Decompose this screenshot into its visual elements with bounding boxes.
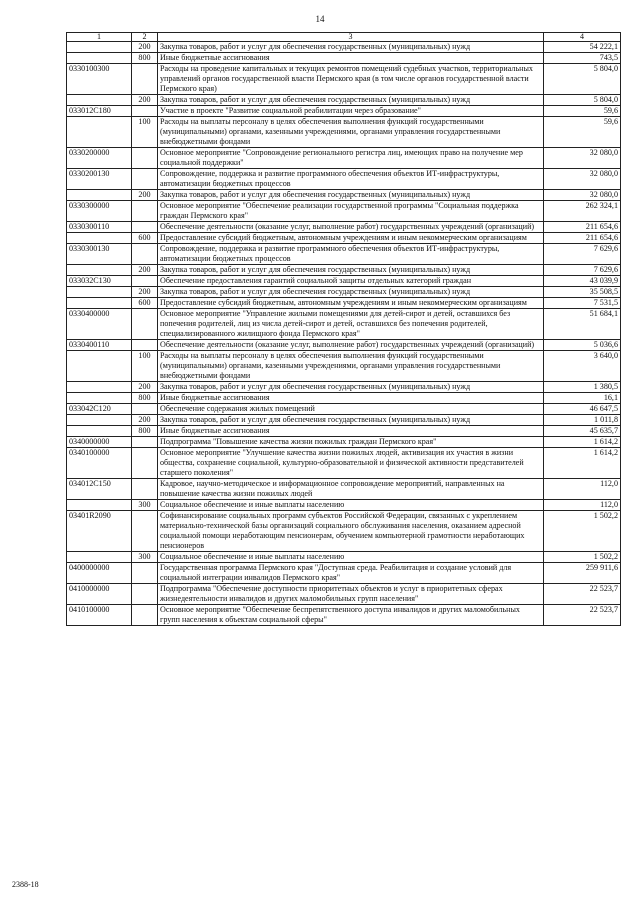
expense-type-cell — [132, 404, 158, 415]
table-row — [67, 584, 621, 605]
expense-type-cell — [132, 605, 158, 626]
code-cell: 0410100000 — [67, 605, 132, 626]
header-col-2: 2 — [132, 33, 158, 42]
code-cell: 0330400000 — [67, 309, 132, 340]
expense-type-cell: 800 — [132, 426, 158, 437]
expense-type-cell — [132, 340, 158, 351]
amount-cell: 1 380,5 — [544, 382, 621, 393]
name-cell: Иные бюджетные ассигнования — [158, 393, 544, 404]
expense-type-cell: 300 — [132, 500, 158, 511]
amount-cell: 51 684,1 — [544, 309, 621, 340]
name-cell: Предоставление субсидий бюджетным, автономным учреждениям и иным некоммерческим организациям — [158, 298, 544, 309]
code-cell: 0330300000 — [67, 201, 132, 222]
expense-type-cell — [132, 448, 158, 479]
table-header — [67, 33, 621, 42]
amount-cell: 7 531,5 — [544, 298, 621, 309]
name-cell: Основное мероприятие "Обеспечение беспрепятственного доступа инвалидов и других маломобильных групп населения к объектам социальной сферы" — [158, 605, 544, 626]
amount-cell: 59,6 — [544, 106, 621, 117]
table-row — [67, 351, 621, 382]
code-cell — [67, 190, 132, 201]
name-cell: Основное мероприятие "Обеспечение реализации государственной программы "Социальная поддержка граждан Пермского края" — [158, 201, 544, 222]
name-cell: Иные бюджетные ассигнования — [158, 426, 544, 437]
code-cell — [67, 117, 132, 148]
header-row — [67, 33, 621, 42]
amount-cell: 1 502,2 — [544, 511, 621, 552]
expense-type-cell — [132, 563, 158, 584]
table-row — [67, 393, 621, 404]
expense-type-cell: 200 — [132, 287, 158, 298]
header-col-1: 1 — [67, 33, 132, 42]
amount-cell: 54 222,1 — [544, 42, 621, 53]
expense-type-cell — [132, 148, 158, 169]
code-cell — [67, 42, 132, 53]
header-col-3: 3 — [158, 33, 544, 42]
name-cell: Закупка товаров, работ и услуг для обеспечения государственных (муниципальных) нужд — [158, 42, 544, 53]
amount-cell: 32 080,0 — [544, 169, 621, 190]
amount-cell: 16,1 — [544, 393, 621, 404]
expense-type-cell — [132, 244, 158, 265]
name-cell: Подпрограмма "Обеспечение доступности приоритетных объектов и услуг в приоритетных сферах жизнедеятельности инвалидов и других маломобильных групп населения" — [158, 584, 544, 605]
code-cell — [67, 287, 132, 298]
amount-cell: 5 804,0 — [544, 95, 621, 106]
expense-type-cell: 200 — [132, 382, 158, 393]
table-row — [67, 201, 621, 222]
name-cell: Участие в проекте "Развитие социальной реабилитации через образование" — [158, 106, 544, 117]
amount-cell: 7 629,6 — [544, 265, 621, 276]
name-cell: Расходы на выплаты персоналу в целях обеспечения выполнения функций государственными (муниципальными) органами, казенными учреждениями, органами управления государственными внебюджетными фондами — [158, 117, 544, 148]
table-row — [67, 233, 621, 244]
table-row — [67, 426, 621, 437]
code-cell: 0330200000 — [67, 148, 132, 169]
expense-type-cell — [132, 106, 158, 117]
expense-type-cell: 200 — [132, 415, 158, 426]
amount-cell: 211 654,6 — [544, 233, 621, 244]
code-cell — [67, 53, 132, 64]
name-cell: Закупка товаров, работ и услуг для обеспечения государственных (муниципальных) нужд — [158, 265, 544, 276]
expense-type-cell — [132, 64, 158, 95]
code-cell: 0340000000 — [67, 437, 132, 448]
table-row — [67, 276, 621, 287]
expense-type-cell: 600 — [132, 233, 158, 244]
code-cell — [67, 500, 132, 511]
table-row — [67, 244, 621, 265]
table-row — [67, 190, 621, 201]
amount-cell: 32 080,0 — [544, 148, 621, 169]
expense-type-cell — [132, 309, 158, 340]
expense-type-cell: 300 — [132, 552, 158, 563]
table-row — [67, 415, 621, 426]
expense-type-cell: 200 — [132, 95, 158, 106]
amount-cell: 259 911,6 — [544, 563, 621, 584]
table-row — [67, 95, 621, 106]
code-cell: 0330300130 — [67, 244, 132, 265]
amount-cell: 45 635,7 — [544, 426, 621, 437]
budget-table — [66, 32, 621, 626]
table-row — [67, 448, 621, 479]
amount-cell: 59,6 — [544, 117, 621, 148]
table-row — [67, 106, 621, 117]
name-cell: Государственная программа Пермского края "Доступная среда. Реабилитация и создание условий для социальной интеграции инвалидов Пермского края" — [158, 563, 544, 584]
name-cell: Софинансирование социальных программ субъектов Российской Федерации, связанных с укреплением материально-технической базы организаций социального обслуживания населения, оказанием адресной социальной помощи неработающим пенсионерам, обучением компьютерной грамотности неработающих пенсионеров — [158, 511, 544, 552]
table-row — [67, 265, 621, 276]
table-row — [67, 552, 621, 563]
amount-cell: 5 804,0 — [544, 64, 621, 95]
name-cell: Иные бюджетные ассигнования — [158, 53, 544, 64]
name-cell: Предоставление субсидий бюджетным, автономным учреждениям и иным некоммерческим организациям — [158, 233, 544, 244]
name-cell: Основное мероприятие "Управление жилыми помещениями для детей-сирот и детей, оставшихся без попечения родителей, лиц из числа детей-сирот и детей, оставшихся без попечения родителей, специализированного жилищного фонда Пермского края" — [158, 309, 544, 340]
amount-cell: 22 523,7 — [544, 584, 621, 605]
code-cell: 03401R2090 — [67, 511, 132, 552]
table-row — [67, 287, 621, 298]
amount-cell: 3 640,0 — [544, 351, 621, 382]
expense-type-cell — [132, 584, 158, 605]
name-cell: Кадровое, научно-методическое и информационное сопровождение мероприятий, направленных на повышение качества жизни пожилых людей — [158, 479, 544, 500]
code-cell: 034012С150 — [67, 479, 132, 500]
expense-type-cell: 600 — [132, 298, 158, 309]
header-col-4: 4 — [544, 33, 621, 42]
code-cell: 0340100000 — [67, 448, 132, 479]
name-cell: Сопровождение, поддержка и развитие программного обеспечения объектов ИТ-инфраструктуры, автоматизации бюджетных процессов — [158, 244, 544, 265]
expense-type-cell: 100 — [132, 351, 158, 382]
table-row — [67, 382, 621, 393]
table-row — [67, 222, 621, 233]
table-row — [67, 437, 621, 448]
table-body — [67, 42, 621, 626]
amount-cell: 211 654,6 — [544, 222, 621, 233]
name-cell: Закупка товаров, работ и услуг для обеспечения государственных (муниципальных) нужд — [158, 287, 544, 298]
amount-cell: 35 508,5 — [544, 287, 621, 298]
amount-cell: 43 039,9 — [544, 276, 621, 287]
table-row — [67, 53, 621, 64]
name-cell: Сопровождение, поддержка и развитие программного обеспечения объектов ИТ-инфраструктуры, автоматизации бюджетных процессов — [158, 169, 544, 190]
name-cell: Расходы на проведение капитальных и текущих ремонтов помещений судебных участков, территориальных управлений органов государственной власти Пермского края (в том числе органов государственной власти Пермского края) — [158, 64, 544, 95]
table-row — [67, 169, 621, 190]
table-row — [67, 64, 621, 95]
table-row — [67, 605, 621, 626]
code-cell — [67, 351, 132, 382]
expense-type-cell: 200 — [132, 265, 158, 276]
table-row — [67, 500, 621, 511]
name-cell: Закупка товаров, работ и услуг для обеспечения государственных (муниципальных) нужд — [158, 382, 544, 393]
amount-cell: 262 324,1 — [544, 201, 621, 222]
amount-cell: 7 629,6 — [544, 244, 621, 265]
expense-type-cell — [132, 201, 158, 222]
code-cell: 0410000000 — [67, 584, 132, 605]
expense-type-cell — [132, 511, 158, 552]
code-cell — [67, 382, 132, 393]
amount-cell: 743,5 — [544, 53, 621, 64]
expense-type-cell — [132, 479, 158, 500]
expense-type-cell — [132, 276, 158, 287]
code-cell — [67, 233, 132, 244]
amount-cell: 22 523,7 — [544, 605, 621, 626]
table-row — [67, 42, 621, 53]
name-cell: Обеспечение деятельности (оказание услуг, выполнение работ) государственных учреждений (организаций) — [158, 222, 544, 233]
name-cell: Подпрограмма "Повышение качества жизни пожилых граждан Пермского края" — [158, 437, 544, 448]
expense-type-cell: 100 — [132, 117, 158, 148]
name-cell: Обеспечение деятельности (оказание услуг, выполнение работ) государственных учреждений (организаций) — [158, 340, 544, 351]
amount-cell: 112,0 — [544, 479, 621, 500]
expense-type-cell: 800 — [132, 393, 158, 404]
name-cell: Расходы на выплаты персоналу в целях обеспечения выполнения функций государственными (муниципальными) органами, казенными учреждениями, органами управления государственными внебюджетными фондами — [158, 351, 544, 382]
amount-cell: 1 011,8 — [544, 415, 621, 426]
code-cell — [67, 552, 132, 563]
code-cell — [67, 426, 132, 437]
amount-cell: 112,0 — [544, 500, 621, 511]
code-cell — [67, 95, 132, 106]
code-cell — [67, 298, 132, 309]
name-cell: Обеспечение содержания жилых помещений — [158, 404, 544, 415]
code-cell: 033012С180 — [67, 106, 132, 117]
code-cell — [67, 415, 132, 426]
expense-type-cell: 200 — [132, 190, 158, 201]
table-row — [67, 148, 621, 169]
table-row — [67, 563, 621, 584]
code-cell: 0330300110 — [67, 222, 132, 233]
name-cell: Закупка товаров, работ и услуг для обеспечения государственных (муниципальных) нужд — [158, 190, 544, 201]
expense-type-cell — [132, 222, 158, 233]
code-cell: 033032С130 — [67, 276, 132, 287]
code-cell: 0330100300 — [67, 64, 132, 95]
name-cell: Закупка товаров, работ и услуг для обеспечения государственных (муниципальных) нужд — [158, 415, 544, 426]
code-cell: 033042С120 — [67, 404, 132, 415]
code-cell: 0330400110 — [67, 340, 132, 351]
table-row — [67, 309, 621, 340]
page-number: 14 — [315, 14, 325, 24]
name-cell: Социальное обеспечение и иные выплаты населению — [158, 500, 544, 511]
table-row — [67, 479, 621, 500]
expense-type-cell — [132, 169, 158, 190]
code-cell — [67, 393, 132, 404]
table-row — [67, 117, 621, 148]
amount-cell: 46 647,5 — [544, 404, 621, 415]
amount-cell: 32 080,0 — [544, 190, 621, 201]
code-cell — [67, 265, 132, 276]
amount-cell: 1 614,2 — [544, 437, 621, 448]
name-cell: Основное мероприятие "Улучшение качества жизни пожилых людей, активизация их участия в жизни общества, сохранение социальной, культурно-образовательной и физической активности представителей старшего поколения" — [158, 448, 544, 479]
table-row — [67, 298, 621, 309]
code-cell: 0330200130 — [67, 169, 132, 190]
code-cell: 0400000000 — [67, 563, 132, 584]
name-cell: Социальное обеспечение и иные выплаты населению — [158, 552, 544, 563]
name-cell: Обеспечение предоставления гарантий социальной защиты отдельных категорий граждан — [158, 276, 544, 287]
expense-type-cell — [132, 437, 158, 448]
expense-type-cell: 800 — [132, 53, 158, 64]
amount-cell: 1 614,2 — [544, 448, 621, 479]
name-cell: Основное мероприятие "Сопровождение регионального регистра лиц, имеющих право на получение мер социальной поддержки" — [158, 148, 544, 169]
name-cell: Закупка товаров, работ и услуг для обеспечения государственных (муниципальных) нужд — [158, 95, 544, 106]
amount-cell: 5 036,6 — [544, 340, 621, 351]
table-row — [67, 404, 621, 415]
amount-cell: 1 502,2 — [544, 552, 621, 563]
table-row — [67, 340, 621, 351]
document-id: 2388-18 — [12, 880, 39, 889]
expense-type-cell: 200 — [132, 42, 158, 53]
table-row — [67, 511, 621, 552]
